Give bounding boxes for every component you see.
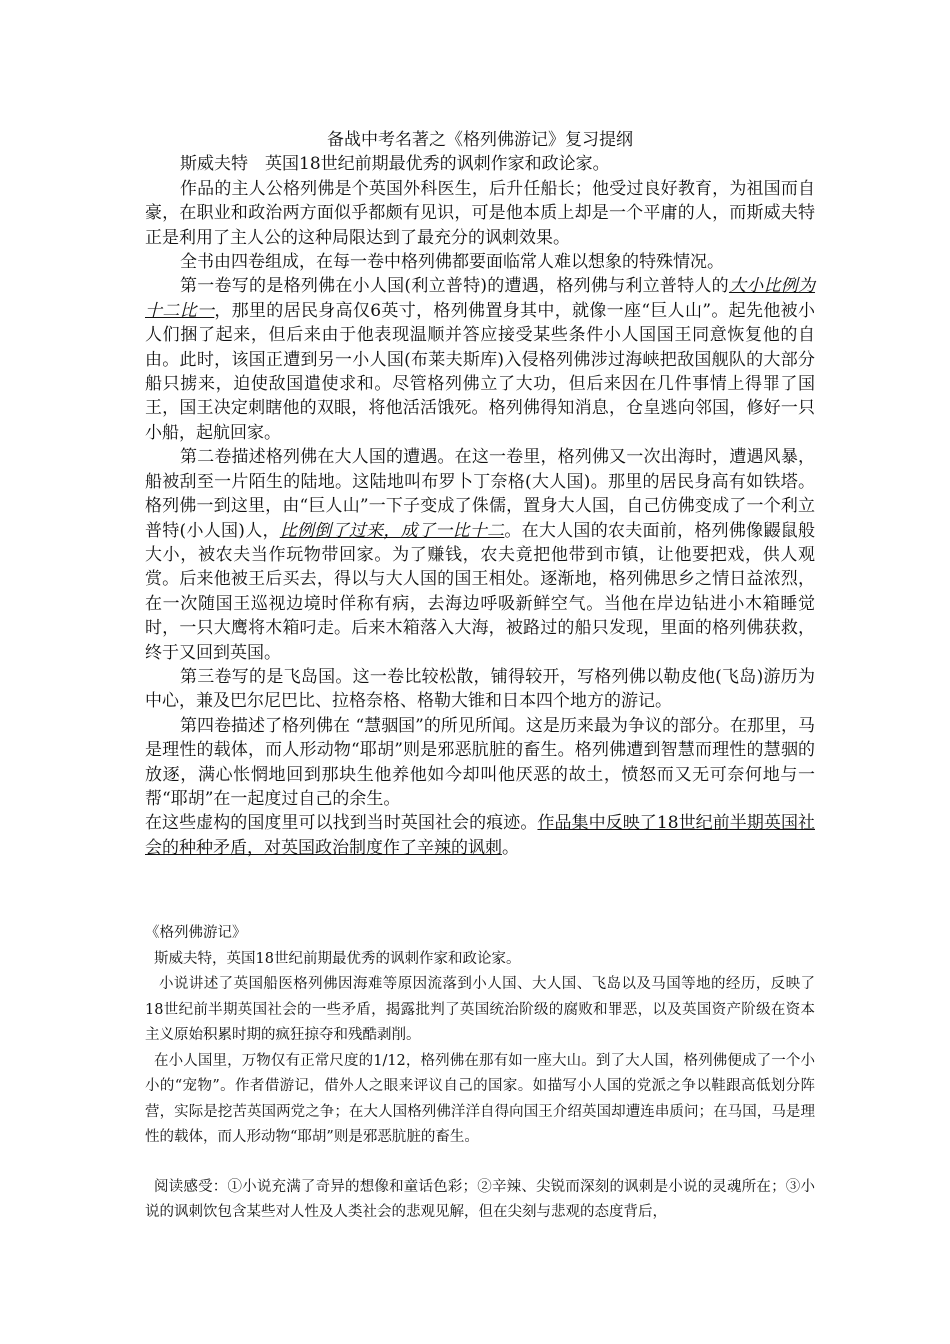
notes-author: 斯威夫特，英国18世纪前期最优秀的讽刺作家和政论家。	[154, 950, 521, 967]
volume-four-paragraph: 第四卷描述了格列佛在 “慧骃国”的所见所闻。这是历来最为争议的部分。在那里，马是理性的载体，而人形动物“耶胡”则是邪恶肮脏的畜生。格列佛遭到智慧而理性的慧骃的放逐，满心怅惘地回到那块生他养他如今却叫他厌恶的故土，愤怒而又无可奈何地与一帮“耶胡”在一起度过自己的余生。	[145, 715, 815, 809]
notes-reading-impressions: 阅读感受：①小说充满了奇异的想像和童话色彩；②辛辣、尖锐而深刻的讽刺是小说的灵魂所在；③小说的讽刺饮包含某些对人性及人类社会的悲观见解，但在尖刻与悲观的态度背后，	[145, 1178, 815, 1220]
volume-one-underlined: 大小比例为十二比一	[145, 276, 816, 321]
volume-two-text-b: 。在大人国的农夫面前，格列佛像鼹鼠般大小，被农夫当作玩物带回家。为了赚钱，农夫竟把他带到市镇，让他要把戏，供人观赏。后来他被王后买去，得以与大人国的国王相处。逐渐地，格列佛思乡之情日益浓烈，在一次随国王巡视边境时佯称有病，去海边呼吸新鲜空气。当他在岸边钻进小木箱睡觉时，一只大鹰将木箱叼走。后来木箱落入大海，被路过的船只发现，里面的格列佛获救，终于又回到英国。	[145, 520, 816, 663]
conclusion-paragraph	[145, 811, 815, 860]
protagonist-paragraph: 作品的主人公格列佛是个英国外科医生，后升任船长；他受过良好教育，为祖国而自豪，在职业和政治两方面似乎都颇有见识，可是他本质上却是一个平庸的人，而斯威夫特正是利用了主人公的这种局限达到了最充分的讽刺效果。	[145, 178, 815, 248]
author-line: 斯威夫特 英国18世纪前期最优秀的讽刺作家和政论家。	[180, 154, 610, 175]
conclusion-text-a: 在这些虚构的国度里可以找到当时英国社会的痕迹。	[145, 813, 538, 834]
volume-three-paragraph: 第三卷写的是飞岛国。这一卷比较松散，铺得较开，写格列佛以勒皮他(飞岛)游历为中心，兼及巴尔尼巴比、拉格奈格、格勒大锥和日本四个地方的游记。	[145, 666, 815, 712]
structure-paragraph: 全书由四卷组成，在每一卷中格列佛都要面临常人难以想象的特殊情况。	[180, 252, 724, 273]
volume-two-text-a: 第二卷描述格列佛在大人国的遭遇。在这一卷里，格列佛又一次出海时，遭遇风暴，船被刮至一片陌生的陆地。这陆地叫布罗卜丁奈格(大人国)。那里的居民身高有如铁塔。格列佛一到这里，由“巨人山”一下子变成了侏儒，置身大人国，自己仿佛变成了一个利立普特(小人国)人，	[145, 447, 815, 541]
notes-title: 《格列佛游记》	[145, 925, 247, 941]
paragraph-gap	[145, 1151, 815, 1175]
volume-one-paragraph	[145, 274, 815, 445]
conclusion-underlined: 作品集中反映了18世纪前半期英国社会的种种矛盾，对英国政治制度作了辛辣的讽刺	[145, 813, 815, 858]
book-notes-section	[145, 921, 815, 1226]
notes-detail: 在小人国里，万物仅有正常尺度的1/12，格列佛在那有如一座大山。到了大人国，格列佛便成了一个小小的“宠物”。作者借游记，借外人之眼来评议自己的国家。如描写小人国的党派之争以鞋跟高低划分阵营，实际是挖苦英国两党之争；在大人国格列佛洋洋自得向国王介绍英国却遭连串质问；在马国，马是理性的载体，而人形动物“耶胡”则是邪恶肮脏的畜生。	[145, 1052, 815, 1145]
volume-one-text-b: ，那里的居民身高仅6英寸，格列佛置身其中，就像一座“巨人山”。起先他被小人们捆了起来，但后来由于他表现温顺并答应接受某些条件小人国国王同意恢复他的自由。此时，该国正遭到另一小人国(布莱夫斯库)入侵格列佛涉过海峡把敌国舰队的大部分船只掳来，迫使敌国遣使求和。尽管格列佛立了大功，但后来因在几件事情上得罪了国王，国王决定刺瞎他的双眼，将他活活饿死。格列佛得知消息，仓皇逃向邻国，修好一只小船，起航回家。	[145, 300, 815, 443]
volume-two-underlined: 比例倒了过来，成了一比十二	[279, 520, 505, 541]
volume-one-text-a: 第一卷写的是格列佛在小人国(利立普特)的遭遇，格列佛与利立普特人的	[180, 276, 729, 297]
volume-two-paragraph	[145, 445, 815, 665]
notes-summary: 小说讲述了英国船医格列佛因海难等原因流落到小人国、大人国、飞岛以及马国等地的经历，反映了18世纪前半期英国社会的一些矛盾，揭露批判了英国统治阶级的腐败和罪恶，以及英国资产阶级在资本主义原始积累时期的疯狂掠夺和残酷剥削。	[145, 976, 815, 1043]
outline-title: 备战中考名著之《格列佛游记》复习提纲	[327, 130, 633, 150]
conclusion-text-b: 。	[502, 837, 519, 858]
review-outline-section	[145, 128, 815, 860]
